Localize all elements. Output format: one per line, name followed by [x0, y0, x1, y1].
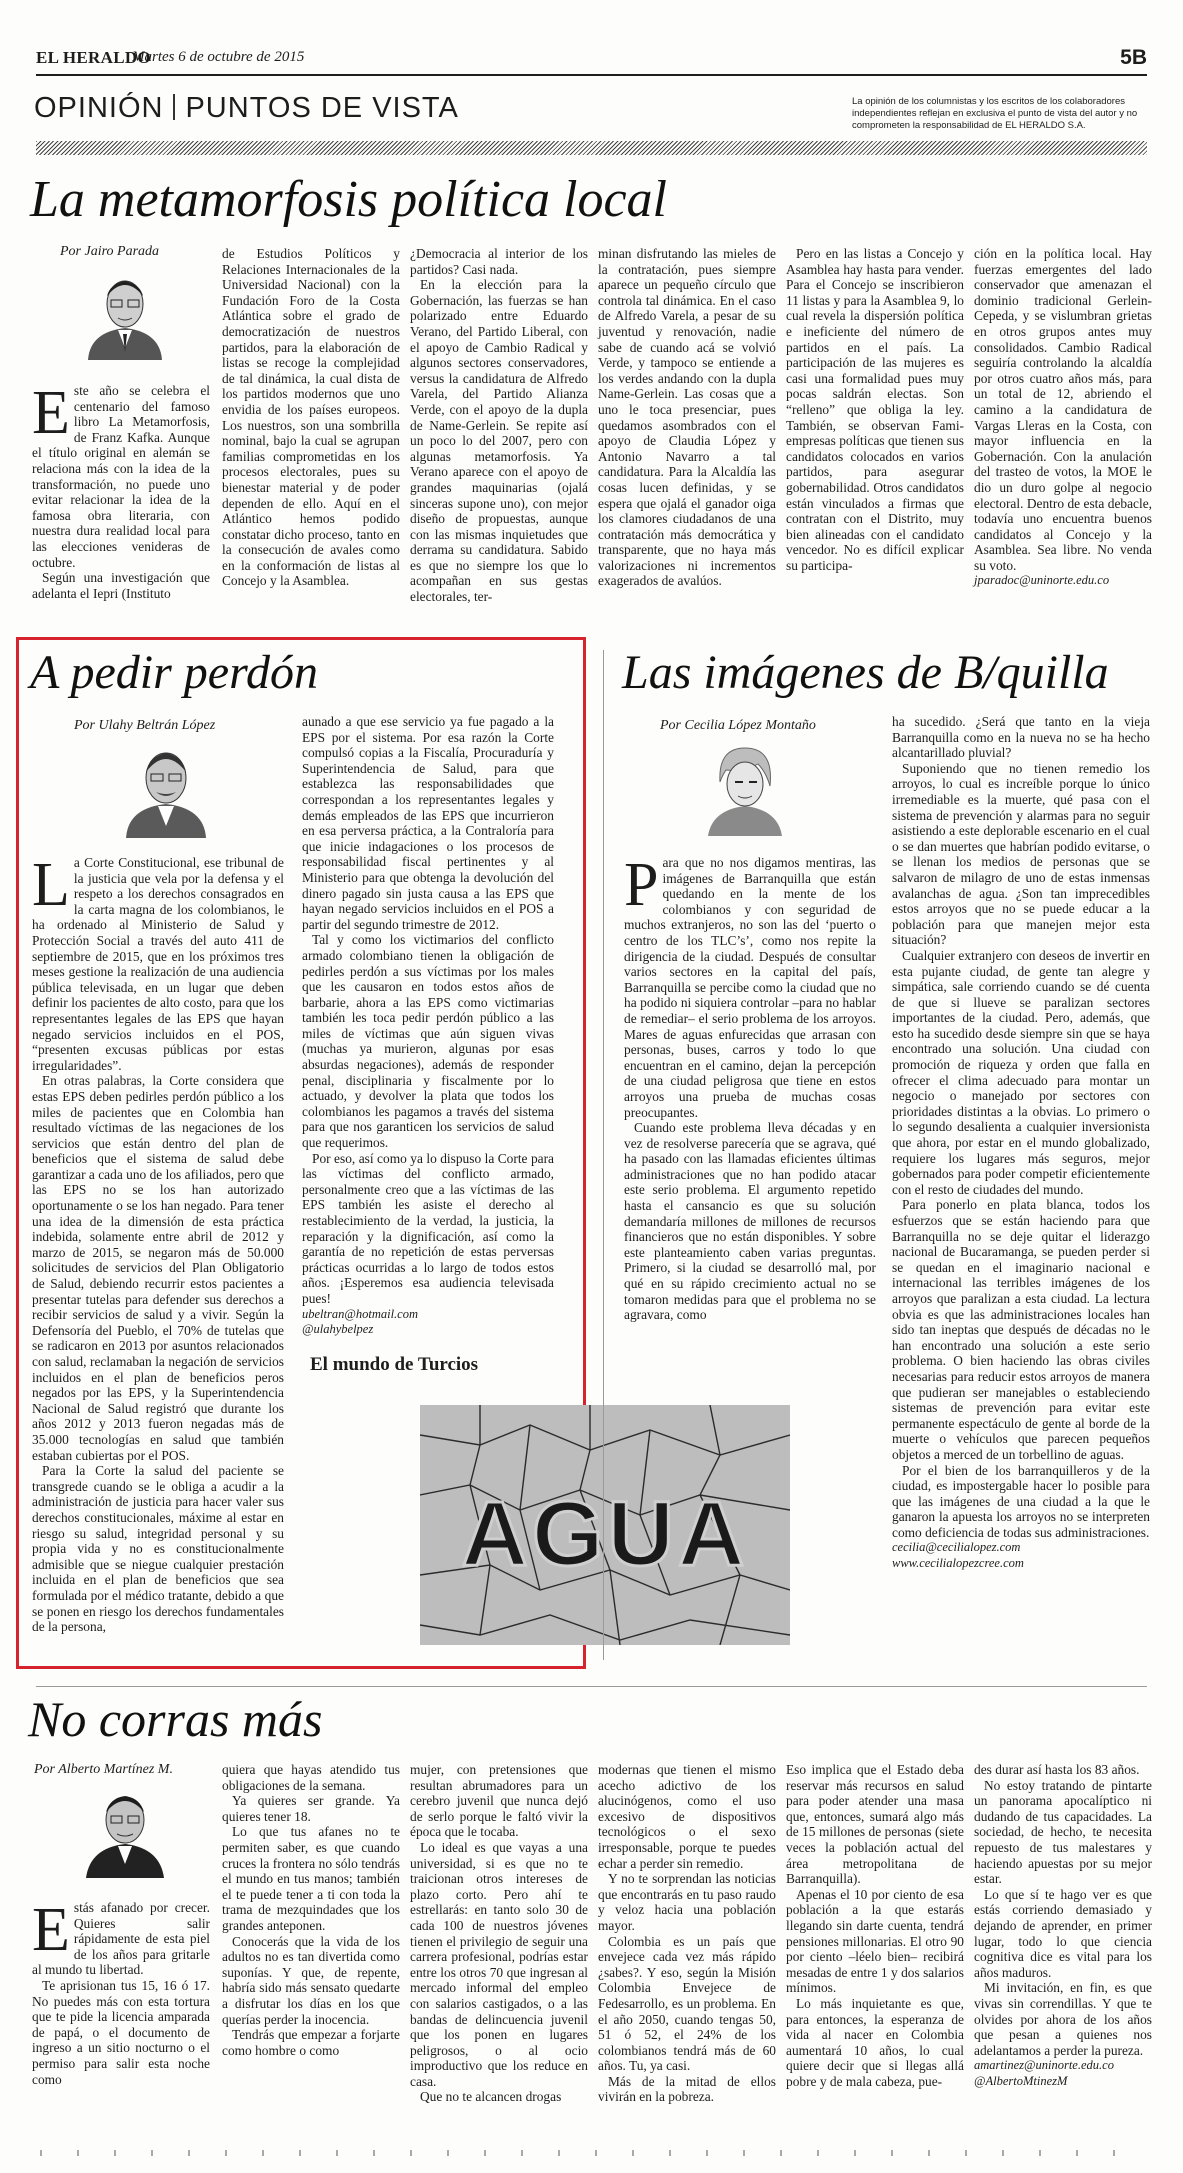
- section-disclaimer: La opinión de los columnistas y los escritos de los colaboradores independientes reflejan en exclusiva el punto de vista del autor y no comprometen la responsabilidad de EL HERALDO S.A.: [852, 96, 1138, 131]
- paragraph: Para la Corte la salud del paciente se transgrede cuando se le obliga a acudir a la administración de justicia para hacer valer sus derechos constitucionales, máxime al estar en riesgo su salud, integridad personal y su propia vida y no es constitucionalmente admisible que se niegue cualquier prestación incluida en el plan de beneficios que sea formulada por el médico tratante, debido a que se ponen en riesgo los derechos fundamentales de la persona,: [32, 1463, 284, 1635]
- article4-col-4: [598, 1762, 776, 2105]
- paragraph: Eso implica que el Estado deba reservar más recursos en salud para poder atender una masa que, entonces, sumará algo más de 15 millones de personas (siete veces la población actual del área metropolitana de Barranquilla).: [786, 1762, 964, 1887]
- paragraph: En la elección para la Gobernación, las fuerzas se han polarizado entre Eduardo Verano, del Partido Liberal, con el apoyo de Cambio Radical y algunos sectores conservadores, versus la candidatura de Alfredo Varela, del Partido Alianza Verde, con el apoyo de la dupla de Name-Gerlein. Se repite así un poco lo del 2007, pero con algunas metamorfosis. Ya Verano aparece con el apoyo de grandes maquinarias (ojalá sinceras supone uno), con mejor diseño de propuestas, aunque con las mismas inquietudes que derrama su candidatura. Sabido es que no siempre los que lo acompañan en sus gestas electorales, ter-: [410, 277, 588, 605]
- paragraph: Ya quieres ser grande. Ya quieres tener 18.: [222, 1793, 400, 1824]
- paragraph: Tendrás que empezar a forjarte como hombre o como: [222, 2027, 400, 2058]
- paragraph: Y no te sorprendan las noticias que encontrarás en tu paso raudo y veloz hacia una población mayor.: [598, 1871, 776, 1933]
- section-name: OPINIÓN: [34, 92, 164, 124]
- paragraph: Que no te alcancen drogas: [420, 2089, 562, 2105]
- cartoon-image: [420, 1405, 790, 1645]
- article4-col-5: [786, 1762, 964, 2089]
- paragraph: ción en la política local. Hay fuerzas emergentes del lado conservador que amenazan el dominio tradicional Gerlein-Cepeda, y se vislumbran grietas en otros grupos antes muy consolidados. Cambio Radical seguiría controlando la alcaldía por otros cuatro años más, para un total de 12, abriendo el camino a la candidatura de Vargas Lleras en la Costa, con mayor influencia en la Gobernación. Con la anulación del trasteo de votos, la MOE le dio un duro golpe al negocio electoral. Dentro de esta debacle, todavía uno encuentra buenos candidatos al Concejo y la Asamblea. Sea libre. No venda su voto.: [974, 246, 1152, 573]
- article3-byline: Por Cecilia López Montaño: [660, 718, 816, 733]
- article1-byline: Por Jairo Parada: [60, 244, 160, 259]
- paragraph: Lo que tus afanes no te permiten saber, es que cuando cruces la frontera no sólo tendrás el mundo en tus manos; también el te puede tener a ti con toda la trama de mezquindades que los grandes anteponen.: [222, 1824, 400, 1933]
- article3-col-1: [624, 851, 876, 1323]
- paragraph: Para ponerlo en plata blanca, todos los esfuerzos que se están haciendo para que Barranquilla no se deje quitar el liderazgo nacional de Bucaramanga, se pueden perder si se quedan en el imaginario nacional e internacional las terribles imágenes de los arroyos que paralizan a esta ciudad. La lectura obvia es que las administraciones locales han sido tan ineptas que después de décadas no le han encontrado una solución a este serio problema. O bien haciendo las obras civiles necesarias para reducir estos arroyos de manera que pudieran ser manejables o estableciendo sistemas de prevención para evitar este permanente espectáculo de gente al borde de la muerte o vehículos que parecen pequeños objetos a merced de un torbellino de aguas.: [892, 1197, 1150, 1462]
- article2-twitter: @ulahybelpez: [302, 1322, 374, 1337]
- page-number: 5B: [1120, 46, 1147, 69]
- paragraph: des durar así hasta los 83 años.: [974, 1762, 1140, 1777]
- paragraph: Suponiendo que no tienen remedio los arroyos, lo cual es increíble porque lo único irremediable es la muerte, qué pasa con el sistema de prevención y alarmas para no seguir asistiendo a este deplorable escenario en el cual o se dan muertes que habrían podido evitarse, o se llenan los medios de personas que se salvaron de milagro de uno de estas inmensas avalanchas de agua. ¿Son tan imprecedibles estos arroyos que no se puede educar a la población para que manejen mejor esta situación?: [892, 760, 1150, 948]
- section-divider: [173, 94, 175, 120]
- paragraph: ha sucedido. ¿Será que tanto en la vieja Barranquilla como en la nueva no se ha hecho alcantarillado pluvial?: [892, 714, 1150, 761]
- paragraph: minan disfrutando las mieles de la contratación, pues siempre aparece un pequeño círculo que controla tal dinámica. En el caso de Alfredo Varela, a pesar de su juventud y renovación, nadie sabe de cuando acá se volvió Verde, y tampoco se entiende a los verdes andando con la dupla Name-Gerlein. Las cosas que a uno le toca presenciar, pues quedamos asombrados con el apoyo de Claudia López y Antonio Navarro a tal candidatura. Para la Alcaldía las cosas lucen definidas, y se espera que ojalá el ganador oiga los clamores ciudadanos de una contratación más democrática y transparente, que no haya más valorizaciones ni incrementos exagerados de avalúos.: [598, 246, 776, 589]
- paragraph: Por el bien de los barranquilleros y de la ciudad, es impostergable hacer lo posible para que las imágenes de una ciudad a la que le ganaron la apuesta los arroyos no se interpreten como deficiencia de todas sus administraciones.: [892, 1462, 1150, 1540]
- article2-title: A pedir perdón: [30, 646, 318, 699]
- article3-title: Las imágenes de B/quilla: [622, 646, 1109, 699]
- article2-email: ubeltran@hotmail.com: [302, 1306, 419, 1321]
- article1-col-2: [222, 246, 400, 589]
- article3-dropcap: P: [624, 851, 659, 919]
- paragraph: Pero en las listas a Concejo y Asamblea hay hasta para vender. Para el Concejo se inscribieron 11 listas y para la Asamblea 9, lo cual revela la dispersión política e ineficiente del número de partidos en el país. La participación de las mujeres es casi una formalidad pues muy pocas saldrán electas. Son “relleno” que obliga la ley. También, se observan Fami-empresas políticas que tienen sus candidatos colocados en varios partidos, para asegurar gobernabilidad. Otros candidatos están vinculados a firmas que contratan con el Distrito, muy bien alineadas con el candidato vencedor. No es difícil explicar su participa-: [786, 246, 964, 573]
- page-bottom-edge: [40, 2150, 1140, 2156]
- article2-col-1: [32, 851, 284, 1635]
- paragraph: stás afanado por crecer. Quieres salir rápidamente de esta piel de los años para gritarle al mundo tu libertad.: [32, 1900, 210, 1978]
- article4-byline: Por Alberto Martínez M.: [34, 1762, 173, 1777]
- paragraph: Cualquier extranjero con deseos de invertir en esta pujante ciudad, de gente tan alegre y simpática, sale corriendo cuando se dé cuenta de que si llueve se paralizan sectores importantes de la ciudad. Pero, además, que esto ha sucedido desde siempre sin que se haya encontrado una solución. Una ciudad con promoción de riqueza y orden que falla en ofrecer el clima adecuado para montar un negocio o manejado por sectores con prioridades distintas a la obvias. Lo primero o lo segundo desalienta a cualquier inversionista que ahora, por estar en el mundo globalizado, requiere los lugares más seguros, mejor gobernados para poder competir eficientemente con el resto de ciudades del mundo.: [892, 947, 1150, 1197]
- paragraph: quiera que hayas atendido tus obligaciones de la semana.: [222, 1762, 400, 1793]
- paragraph: Lo ideal es que vayas a una universidad, si es que no te traicionan otros intereses de plazo corto. Pero ahí te estrellarás: en tanto solo 30 de cada 100 de nuestros jóvenes tienen el privilegio de seguir una carrera profesional, podrías estar entre los otros 70 que ingresan al mercado informal del empleo con salarios castigados, o a las bandas de delincuencia juvenil que los ponen en lugares peligrosos, o al ocio improductivo que los reduce en casa.: [410, 1839, 588, 2089]
- paragraph: ¿Democracia al interior de los partidos? Casi nada.: [410, 246, 588, 277]
- paragraph: Lo más inquietante es que, para entonces, la esperanza de vida al nacer en Colombia aumentará 10 años, lo cual quiere decir que si llegas allá pobre y de mala cabeza, pue-: [786, 1995, 964, 2089]
- article1-dropcap: E: [32, 379, 70, 447]
- hatched-band: [36, 141, 1147, 155]
- article1-col-5: [786, 246, 964, 573]
- paragraph: Tal y como los victimarios del conflicto armado colombiano tienen la obligación de pedirles perdón a sus víctimas por los males que les causaron en todos estos años de barbarie, ahora a las EPS como victimarias también les toca pedir perdón público a las miles de víctimas que aún siguen vivas (muchas ya murieron, algunas por esas absurdas negaciones), además de responder penal, disciplinaria y fiscalmente por lo actuado, y devolver la plata que todos los colombianos les pagamos a través del sistema para que nos garanticen los servicios de salud que requerimos.: [302, 932, 554, 1151]
- paragraph: modernas que tienen el mismo acecho adictivo de los alucinógenos, como el uso excesivo de dispositivos tecnológicos o el sexo irresponsable, porque te puedes echar a perder sin remedio.: [598, 1762, 776, 1871]
- paragraph: Según una investigación que adelanta el Iepri (Instituto: [32, 570, 210, 601]
- article2-col-2: [302, 714, 554, 1338]
- article3-author-portrait: [700, 742, 790, 836]
- article4-col-1: [32, 1896, 210, 2087]
- article2-byline: Por Ulahy Beltrán López: [74, 718, 216, 733]
- article3-website: www.cecilialopezcree.com: [892, 1556, 1024, 1571]
- paragraph: Por eso, así como ya lo dispuso la Corte para las víctimas del conflicto armado, personalmente creo que a las víctimas de las EPS también les asiste el derecho al restablecimiento de la verdad, la justicia, la reparación y la dignificación, así como la garantía de no repetición de estas perversas prácticas ocurridas a lo largo de todos estos años. ¡Esperemos esa audiencia televisada pues!: [302, 1150, 554, 1306]
- paragraph: mujer, con pretensiones que resultan abrumadores para un cerebro juvenil que nunca dejó de serlo porque le faltó vivir la época que le tocaba.: [410, 1762, 588, 1840]
- article1-col-3: [410, 246, 588, 605]
- paragraph: Te aprisionan tus 15, 16 ó 17. No puedes más con esta tortura que te pide la licencia amparada de papá, o el documento de ingreso a un sitio nocturno o el permiso para salir esta noche como: [32, 1977, 210, 2087]
- article1-col-4: [598, 246, 776, 589]
- paragraph: Lo que sí te hago ver es que estás corriendo demasiado y dejando de aprender, en primer lugar, todo lo que ciencia cognitiva dice es vital para los años maduros.: [974, 1886, 1152, 1980]
- paragraph: ara que no nos digamos mentiras, las imágenes de Barranquilla que están quedando en la mente de los colombianos y con seguridad de muchos extranjeros, no son las del ‘puerto o centro de los TLC’s’, como nos repite la dirigencia de la ciudad. Después de consultar varios sectores en la capital del país, Barranquilla se percibe como la ciudad que no ha podido ni siquiera controlar –para no hablar de remediar– el serio problema de los arroyos. Mares de aguas enfurecidas que arrasan con personas, buses, carros y todo lo que encuentran en el camino, dejan la percepción de una ciudad peligrosa que tiene en estos arroyos una prueba de muchas cosas preocupantes.: [624, 855, 876, 1120]
- masthead-name: EL HERALDO: [36, 48, 151, 67]
- article4-title: No corras más: [28, 1691, 323, 1747]
- paragraph: Colombia es un país que envejece cada vez más rápido ¿sabes?. Y eso, según la Misión Colombia Envejece de Fedesarrollo, es un problema. En el año 2050, cuando tengas 50, 51 ó 52, el 24% de los colombianos tendrá más de 60 años. Tu, ya casi.: [598, 1933, 776, 2074]
- article2-dropcap: L: [32, 851, 70, 919]
- article3-col-2: [892, 714, 1150, 1572]
- paragraph: Más de la mitad de ellos vivirán en la pobreza.: [598, 2073, 776, 2105]
- article3-email: cecilia@cecilialopez.com: [892, 1540, 1021, 1555]
- article4-email: amartinez@uninorte.edu.co: [974, 2058, 1114, 2073]
- paragraph: No estoy tratando de pintarte un panorama apocalíptico ni dudando de tus capacidades. La sociedad, de hecho, te necesita repuesto de tus malestares y haciendo apuestas por su mejor estar.: [974, 1777, 1152, 1887]
- masthead-rule: [36, 74, 1147, 76]
- paragraph: Conocerás que la vida de los adultos no es tan divertida como suponías. Y que, de repente, habría sido más sensato quedarte a disfrutar los días en los que querías perder la inocencia.: [222, 1933, 400, 2027]
- article1-email: jparadoc@uninorte.edu.co: [974, 573, 1110, 588]
- cartoon-text: AGUA: [461, 1483, 749, 1585]
- paragraph: Apenas el 10 por ciento de esa población a la que estarás llegando sin darte cuenta, tendrá pensiones millonarias. El otro 90 por ciento –léelo bien– recibirá mesadas de entre 1 y dos salarios mínimos.: [786, 1886, 964, 1996]
- section-subname: PUNTOS DE VISTA: [185, 92, 459, 124]
- paragraph: ste año se celebra el centenario del famoso libro La Metamorfosis, de Franz Kafka. Aunque el título original en alemán se relaciona más con la idea de la transformación, no puede uno evitar relacionar la idea de la famosa obra literaria, con nuestra dura realidad local para las elecciones venideras de octubre.: [32, 383, 210, 570]
- article4-col-6: [974, 1762, 1152, 2089]
- paragraph: En otras palabras, la Corte considera que estas EPS deben pedirles perdón público a los miles de pacientes que en Colombia han resultado víctimas de las negaciones de los servicios que están dentro del plan de beneficios que el sistema de salud debe garantizar a cada uno de los afiliados, pero que las EPS no se los han autorizado oportunamente o se los han negado. Para tener una idea de la dimensión de esta práctica indebida, solamente entre abril de 2012 y marzo de 2015, se negaron más de 50.000 solicitudes de servicios del Plan Obligatorio de Salud, debiendo recurrir estos pacientes a presentar tutelas para defender sus derechos a recibir servicios de salud y a vivir. Según la Defensoría del Pueblo, el 70% de tutelas que se radicaron en 2013 por asuntos relacionados con salud, reclamaban la negación de servicios incluidos en el plan de beneficios peros negados por las EPS, y la Superintendencia Nacional de Salud registró que durante los años 2012 y 2013 fueron negadas más de 35.000 tecnologías en salud que también estaban cubiertas por el POS.: [32, 1073, 284, 1463]
- article4-col-2: [222, 1762, 400, 2058]
- section-divider-line: [36, 1686, 1147, 1687]
- article4-author-portrait: [80, 1786, 170, 1878]
- article1-col-6: [974, 246, 1152, 589]
- cartoon-title: El mundo de Turcios: [310, 1354, 479, 1375]
- article2-author-portrait: [120, 742, 212, 838]
- section-header: [34, 92, 459, 125]
- paragraph: Cuando este problema lleva décadas y en vez de resolverse parecería que se agrava, qué ha pasado con las llamadas eficientes últimas administraciones que no han podido atacar este serio problema. El argumento repetido hasta el cansancio es que su solución demandaría millones de millones de recursos financieros que no están disponibles. Y sobre este planteamiento caben varias preguntas. Primero, si la ciudad se desarrolló mal, por qué en su rápido crecimiento actual no se tomaron medidas para que el problema no se agravara, como: [624, 1120, 876, 1323]
- article4-col-3: [410, 1762, 588, 2105]
- masthead-date: Martes 6 de octubre de 2015: [132, 49, 305, 65]
- paragraph: Mi invitación, en fin, es que vivas sin correndillas. Y que te olvides por ahora de los años que pesan a quienes nos adelantamos a perder la pureza.: [974, 1980, 1152, 2058]
- paragraph: aunado a que ese servicio ya fue pagado a la EPS por el sistema. Por esa razón la Corte compulsó copias a la Fiscalía, Procuraduría y Superintendencia de Salud, para que establezca las responsabilidades que correspondan a los representantes legales y demás empleados de las EPS que incurrieron en esa perversa práctica, a la Contraloría para que inicie indagaciones o los procesos de responsabilidad fiscal pertinentes y al Ministerio para que obtenga la devolución del dinero pagado sin justa causa a las EPS que hayan negado servicios incluidos en el POS a partir del segundo trimestre de 2012.: [302, 714, 554, 932]
- paragraph: a Corte Constitucional, ese tribunal de la justicia que vela por la defensa y el respeto a los derechos consagrados en la carta magna de los colombianos, le ha ordenado al Ministerio de Salud y Protección Social a través del auto 411 de septiembre de 2015, que en los próximos tres meses gestione la realización de una audiencia pública televisada, en un lugar que deben definir los pacientes de alto costo, para que los representantes legales de las EPS que hayan negado servicios incluidos en el POS, “presenten excusas públicas por estas irregularidades”.: [32, 855, 284, 1073]
- column-divider: [603, 650, 604, 1660]
- paragraph: de Estudios Políticos y Relaciones Internacionales de la Universidad Nacional) con la Fundación Foro de la Costa Atlántica sobre el grado de democratización de nuestros partidos, para la elaboración de listas se recoge la complejidad de tal dinámica, la cual dista de los partidos modernos que uno envidia de los países europeos. Los nuestros, son una sombrilla nominal, bajo la cual se agrupan familias comprometidas en los procesos electorales, pues su bienestar material y de poder dependen de ello. Aquí en el Atlántico hemos podido constatar dicho proceso, tanto en la consecución de avales como en la conformación de listas al Concejo y la Asamblea.: [222, 246, 400, 589]
- article1-col-1: [32, 379, 210, 601]
- article4-twitter: @AlbertoMtinezM: [974, 2073, 1068, 2088]
- article4-dropcap: E: [32, 1896, 70, 1964]
- article1-title: La metamorfosis política local: [30, 171, 667, 228]
- article1-author-portrait: [80, 268, 170, 360]
